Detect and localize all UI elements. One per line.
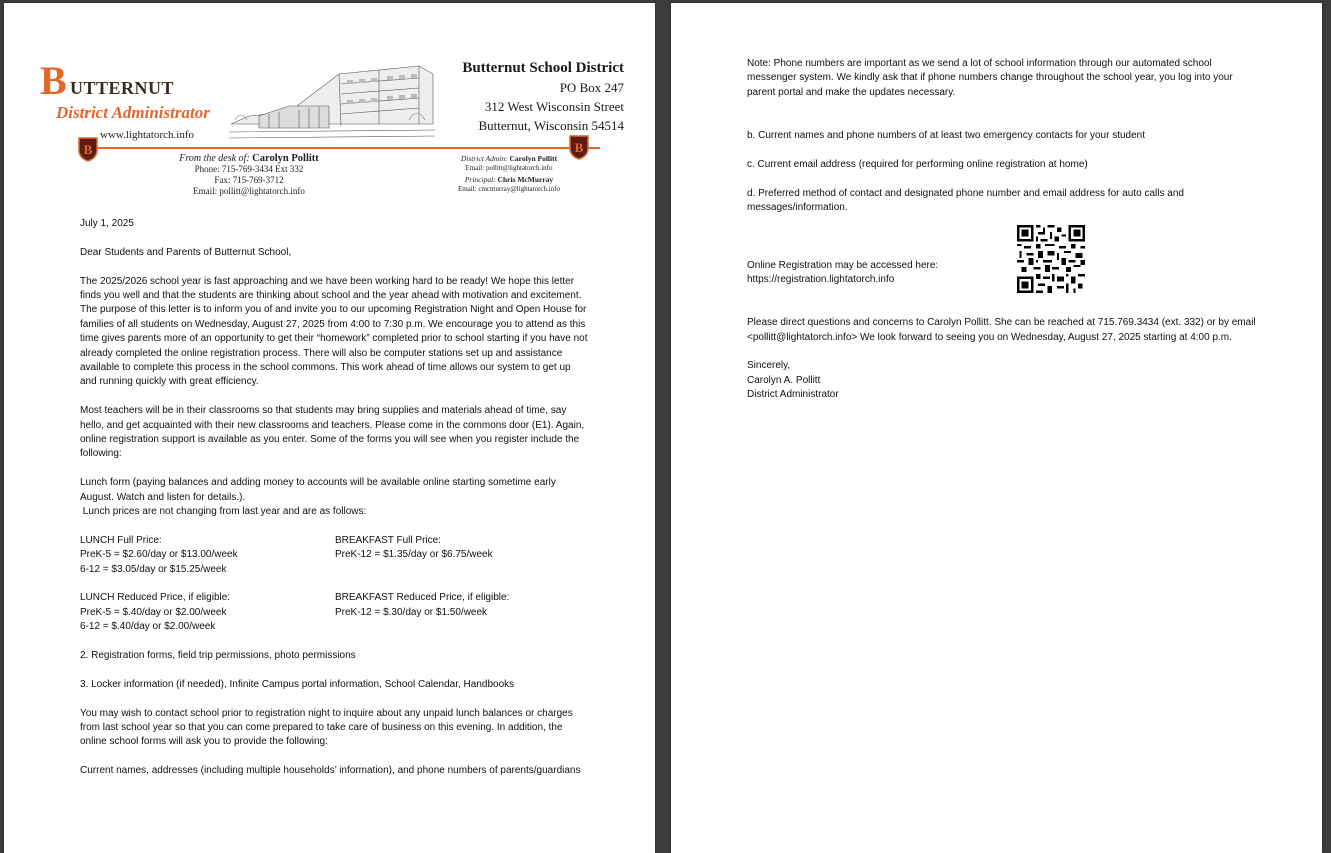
city-state-zip: Butternut, Wisconsin 54514 <box>478 118 624 133</box>
list-item-contact-method: d. Preferred method of contact and designated phone number and email address for auto calls and messages/information. <box>747 187 1184 213</box>
names-paragraph: Current names, addresses (including multiple households’ information), and phone numbers of parents/guardians <box>80 765 581 777</box>
principal-name: Chris McMurray <box>497 175 554 184</box>
online-registration-url[interactable]: https://registration.lightatorch.info <box>747 273 895 285</box>
contact-paragraph: You may wish to contact school prior to registration night to inquire about any unpaid lunch balances or charges from last school year so that you can come prepared to take care of business on this evening. In addition, the online school forms will ask you to provide the following: <box>80 707 573 748</box>
letterhead-address <box>432 60 624 134</box>
lunch-full-prek5: PreK-5 = $2.60/day or $13.00/week <box>80 549 238 561</box>
street-address: 312 West Wisconsin Street <box>484 99 624 114</box>
breakfast-full-prek12: PreK-12 = $1.35/day or $6.75/week <box>335 549 493 561</box>
svg-text:B: B <box>574 140 584 155</box>
principal-label: Principal: <box>464 175 496 184</box>
signer-name: Carolyn A. Pollitt <box>747 374 821 386</box>
principal-email: Email: cmcmurray@lightatorch.info <box>457 184 561 193</box>
admin-email: Email: pollitt@lightatorch.info <box>465 163 553 172</box>
letter-page-1 <box>4 3 655 853</box>
letterhead-divider <box>84 147 600 149</box>
desk-from-label: From the desk of: <box>179 153 250 164</box>
letter-body <box>80 217 590 779</box>
letter-body-continued <box>747 57 1257 403</box>
list-item-email: c. Current email address (required for performing online registration at home) <box>747 158 1088 170</box>
logo-subtitle: District Administrator <box>56 103 210 122</box>
qr-code-icon[interactable] <box>1017 225 1085 293</box>
signer-title: District Administrator <box>747 389 839 401</box>
lunch-full-612: 6-12 = $3.05/day or $15.25/week <box>80 563 227 575</box>
price-table <box>80 534 590 577</box>
list-item-registration-forms: 2. Registration forms, field trip permissions, photo permissions <box>80 650 356 662</box>
logo-wordmark: UTTERNUT <box>70 78 175 98</box>
po-box: PO Box 247 <box>559 80 624 95</box>
intro-paragraph: The 2025/2026 school year is fast approaching and we have been working hard to be ready! We hope this letter finds you well and that the students are thinking about school and the year ahead with motivation and excitement. The purpose of this letter is to inform you of and invite you to our upcoming Registration Night and Open House for families of all students on Wednesday, August 27, 2025 from 4:00 to 7:30 p.m. We encourage you to attend as this time gives parents more of an opportunity to get their “homework” completed prior to school starting if you have not already completed the online registration process. There will also be computer stations set up and assistance available to complete this process in the school commons. This work ahead of time allows our system to get up and running quickly with great efficiency. <box>80 275 588 388</box>
breakfast-reduced-title: BREAKFAST Reduced Price, if eligible: <box>335 592 510 604</box>
admin-label: District Admin: <box>460 154 508 163</box>
phone-note: Note: Phone numbers are important as we send a lot of school information through our automated school messenger system. We kindly ask that if phone numbers change throughout the school year, you log into your parent portal and make the updates necessary. <box>747 58 1233 98</box>
svg-text:B: B <box>83 142 93 157</box>
shield-logo-icon <box>77 136 99 162</box>
closing: Sincerely, <box>747 360 791 372</box>
district-name: Butternut School District <box>462 60 624 76</box>
online-registration-label: Online Registration may be accessed here: <box>747 259 939 271</box>
school-building-illustration <box>229 54 435 144</box>
letterhead-website: www.lightatorch.info <box>100 129 194 141</box>
letter-date: July 1, 2025 <box>80 218 134 229</box>
breakfast-full-title: BREAKFAST Full Price: <box>335 534 441 546</box>
lunch-reduced-612: 6-12 = $.40/day or $2.00/week <box>80 621 216 633</box>
lunch-prices-note: Lunch prices are not changing from last year and are as follows: <box>80 506 367 518</box>
questions-paragraph: Please direct questions and concerns to Carolyn Pollitt. She can be reached at 715.769.3434 (ext. 332) or by email <pollitt@lightatorch.info> We look forward to seeing you on Wednesday, August 27, 2025 starting at 4:00 p.m. <box>747 317 1256 343</box>
desk-email: Email: pollitt@lightatorch.info <box>193 186 305 196</box>
desk-phone: Phone: 715-769-3434 Ext 332 <box>194 164 304 174</box>
lunch-reduced-title: LUNCH Reduced Price, if eligible: <box>80 592 231 604</box>
list-item-emergency-contacts: b. Current names and phone numbers of at least two emergency contacts for your student <box>747 130 1145 141</box>
salutation: Dear Students and Parents of Butternut School, <box>80 246 292 258</box>
lunch-form-paragraph: Lunch form (paying balances and adding money to accounts will be available online starting sometime early August. Watch and listen for details.). <box>80 477 556 503</box>
letter-page-2 <box>671 3 1322 853</box>
logo-initial: B <box>40 58 67 103</box>
breakfast-reduced-prek12: PreK-12 = $.30/day or $1.50/week <box>335 606 488 618</box>
lunch-full-title: LUNCH Full Price: <box>80 534 162 546</box>
reduced-price-table <box>80 591 590 634</box>
lunch-reduced-prek5: PreK-5 = $.40/day or $2.00/week <box>80 606 227 618</box>
staff-contact-block <box>434 155 584 193</box>
desk-contact-block <box>119 153 379 197</box>
teachers-paragraph: Most teachers will be in their classrooms so that students may bring supplies and materials ahead of time, say hello, and get acquainted with their new classrooms and teachers. Please come in the commons door (E1). Again, online registration support is available as you enter. Some of the forms you will see when you register include the following: <box>80 405 585 460</box>
list-item-locker-info: 3. Locker information (if needed), Infinite Campus portal information, School Calendar, Handbooks <box>80 678 515 690</box>
desk-name: Carolyn Pollitt <box>252 153 319 164</box>
desk-fax: Fax: 715-769-3712 <box>214 175 284 185</box>
admin-name: Carolyn Pollitt <box>509 154 558 163</box>
